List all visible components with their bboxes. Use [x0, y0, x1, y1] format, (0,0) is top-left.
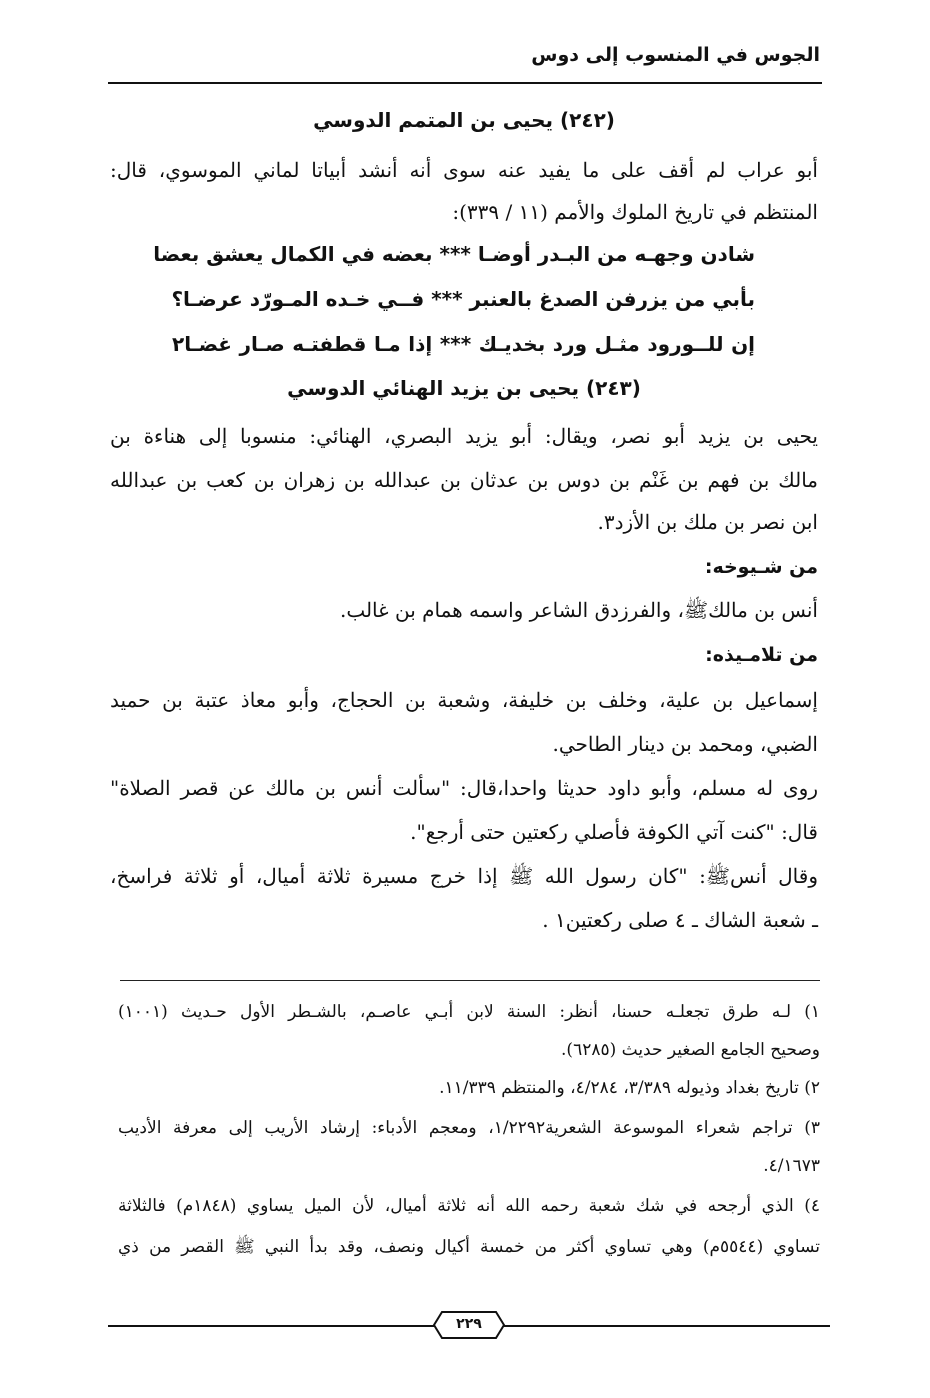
footnote-line: ٤) الذي أرجحه في شك شعبة رحمه الله أنه ثلاثة أميال، لأن الميل يساوي (١٨٤٨م) فالثلاثة [118, 1196, 820, 1216]
entry-242-title: (٢٤٢) يحيى بن المتمم الدوسي [313, 108, 615, 132]
entry-243-title: (٢٤٣) يحيى بن يزيد الهنائي الدوسي [287, 376, 641, 400]
footnote-line: ٣) تراجم شعراء الموسوعة الشعرية١/٢٢٩٢، ومعجم الأدباء: إرشاد الأريب إلى معرفة الأديب [118, 1118, 820, 1138]
header-rule [108, 82, 822, 84]
footnote-line: وصحيح الجامع الصغير حديث (٦٢٨٥). [561, 1040, 820, 1060]
verse-line: بأبي من يزرفن الصدغ بالعنبر *** فــي خـده المـورّد عرضـا؟ [171, 287, 755, 311]
sheikhs-label: من شـيوخه: [704, 556, 818, 578]
footer-rule-right [500, 1325, 830, 1327]
paragraph-line: مالك بن فهم بن غَنْم بن دوس بن عدثان بن عبدالله بن زهران بن كعب بن عبدالله [110, 468, 818, 492]
page-number: ٢٢٩ [456, 1316, 482, 1332]
paragraph-line: ابن نصر بن ملك بن الأزد٣. [597, 510, 818, 534]
footnote-line: ٤/١٦٧٣. [763, 1156, 820, 1176]
paragraph-line: أنس بن مالكﷺ، والفرزدق الشاعر واسمه همام بن غالب. [339, 598, 818, 622]
footnote-line: تساوي (٥٥٤٤م) وهي تساوي أكثر من خمسة أكيال ونصف، وقد بدأ النبي ﷺ القصر من ذي [118, 1237, 820, 1257]
footer-rule-left [108, 1325, 438, 1327]
paragraph-line: إسماعيل بن علية، وخلف بن خليفة، وشعبة بن الحجاج، وأبو معاذ عتبة بن حميد [110, 688, 818, 712]
paragraph-line: ـ شعبة الشاك ـ ٤ صلى ركعتين١ . [542, 908, 818, 932]
paragraph-line: الضبي، ومحمد بن دينار الطاحي. [552, 732, 818, 756]
paragraph-line: روى له مسلم، وأبو داود حديثا واحدا،قال: "سألت أنس بن مالك عن قصر الصلاة" [110, 776, 818, 800]
footnote-separator [120, 980, 820, 981]
paragraph-line: وقال أنسﷺ: "كان رسول الله ﷺ إذا خرج مسيرة ثلاثة أميال، أو ثلاثة فراسخ، [110, 864, 818, 888]
paragraph-line: قال: "كنت آتي الكوفة فأصلي ركعتين حتى أرجع". [410, 820, 818, 844]
paragraph-line: أبو عراب لم أقف على ما يفيد عنه سوى أنه أنشد أبياتا لماني الموسوي، قال: [110, 158, 818, 182]
paragraph-line: المنتظم في تاريخ الملوك والأمم (١١ / ٣٣٩): [452, 200, 818, 224]
students-label: من تلامـيذه: [705, 644, 818, 666]
paragraph-line: يحيى بن يزيد أبو نصر، ويقال: أبو يزيد البصري، الهنائي: منسوبا إلى هناءة بن [110, 424, 818, 448]
verse-line: شادن وجهـه من البـدر أوضـا *** بعضه في الكمال يعشق بعضا [153, 242, 755, 266]
verse-line: إن للــورود مثـل ورد بخديـك *** إذا مـا قطفتـه صـار غضـا٢ [172, 332, 755, 356]
footnote-line: ٢) تاريخ بغداد وذيوله ٣/٣٨٩، ٤/٢٨٤، والمنتظم ١١/٣٣٩. [439, 1078, 820, 1098]
footnote-line: ١) لـه طرق تجعلـه حسنا، أنظر: السنة لابن أبـي عاصـم، بالشـطر الأول حـديث (١٠٠١) [118, 1002, 820, 1022]
running-header: الجوس في المنسوب إلى دوس [531, 44, 820, 66]
page-number-badge [432, 1310, 506, 1340]
